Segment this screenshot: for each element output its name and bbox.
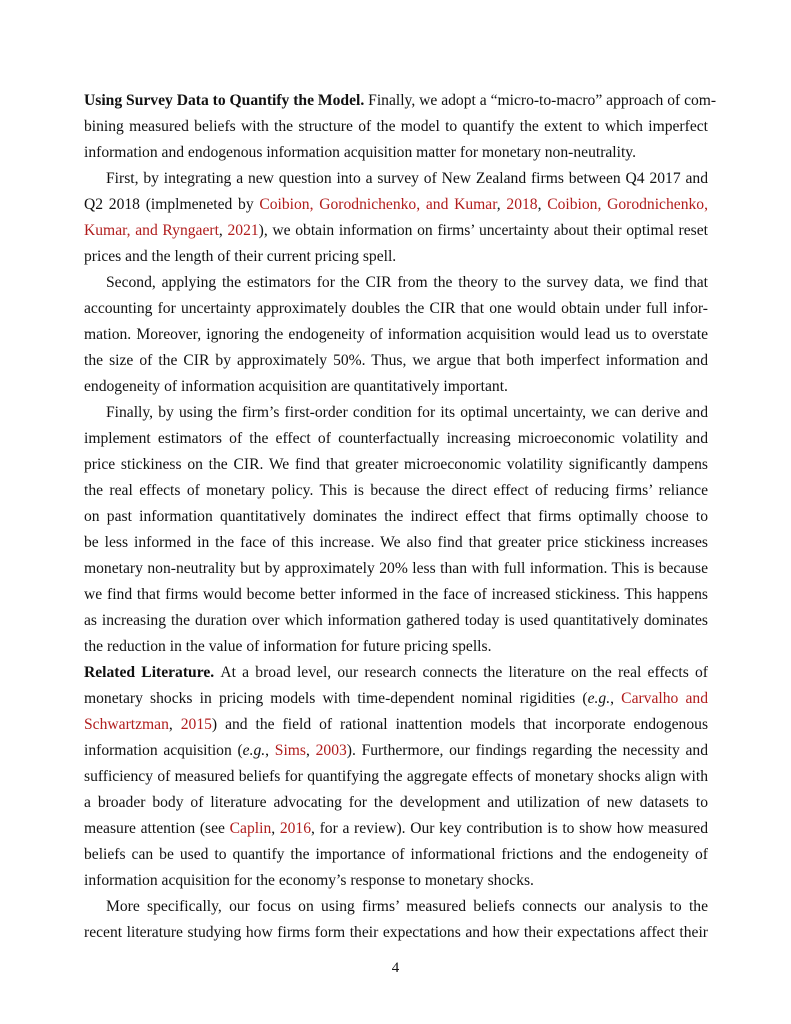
text-run: measure attention (see <box>84 820 230 837</box>
text-line <box>84 764 708 790</box>
text-line <box>84 166 708 192</box>
text-run: the real effects of monetary policy. This is because the direct effect of reducing firms’ reliance <box>84 482 708 499</box>
text-run: as increasing the duration over which information gathered today is used quantitatively dominates <box>84 612 708 629</box>
text-line <box>84 114 708 140</box>
text-run: we find that firms would become better informed in the face of increased stickiness. This happens <box>84 586 708 603</box>
text-run: ), we obtain information on firms’ uncertainty about their optimal reset <box>258 222 708 239</box>
text-line <box>84 140 708 166</box>
text-line <box>84 400 708 426</box>
text-run: , <box>496 196 507 213</box>
text-run: , <box>265 742 275 759</box>
text-line <box>84 88 717 114</box>
text-run: monetary shocks in pricing models with time-dependent nominal rigidities ( <box>84 690 588 707</box>
text-line <box>84 608 708 634</box>
text-line <box>84 426 708 452</box>
text-line <box>84 738 708 764</box>
text-line <box>84 348 708 374</box>
text-run: First, by integrating a new question into a survey of New Zealand firms between Q4 2017 and <box>106 170 708 187</box>
text-line <box>84 452 708 478</box>
text-run: prices and the length of their current pricing spell. <box>84 248 397 265</box>
text-run: ). Furthermore, our findings regarding the necessity and <box>346 742 709 759</box>
text-line <box>84 504 708 530</box>
text-line <box>84 816 708 842</box>
text-line <box>84 920 708 946</box>
text-run: the reduction in the value of information for future pricing spells. <box>84 638 492 655</box>
text-run: At a broad level, our research connects the literature on the real effects of <box>220 664 708 681</box>
text-line <box>84 712 708 738</box>
text-run: , <box>271 820 280 837</box>
page-body <box>84 88 717 946</box>
text-run: beliefs can be used to quantify the importance of informational frictions and the endogeneity of <box>84 846 708 863</box>
paragraph <box>84 400 708 660</box>
text-run: information and endogenous information acquisition matter for monetary non-neutrality. <box>84 144 636 161</box>
text-line <box>84 270 708 296</box>
text-line <box>84 296 708 322</box>
text-line <box>84 192 708 218</box>
citation-link[interactable]: Schwartzman <box>84 716 169 733</box>
text-run: the size of the CIR by approximately 50%. Thus, we argue that both imperfect information and <box>84 352 708 369</box>
text-line <box>84 218 708 244</box>
paragraph <box>84 270 708 400</box>
italic-text: e.g. <box>587 690 611 707</box>
text-line <box>84 530 708 556</box>
citation-link[interactable]: 2016 <box>279 820 312 837</box>
text-run: a broader body of literature advocating for the development and utilization of new datasets to <box>84 794 708 811</box>
page-number: 4 <box>391 960 400 976</box>
text-run: Finally, we adopt a “micro-to-macro” approach of com- <box>368 92 717 109</box>
text-run: recent literature studying how firms form their expectations and how their expectations affect their <box>84 924 708 941</box>
text-run: sufficiency of measured beliefs for quantifying the aggregate effects of monetary shocks align with <box>84 768 708 785</box>
citation-link[interactable]: Sims <box>274 742 306 759</box>
citation-link[interactable]: Caplin <box>229 820 272 837</box>
citation-link[interactable]: 2021 <box>227 222 259 239</box>
text-line <box>84 894 708 920</box>
text-run: implement estimators of the effect of counterfactually increasing microeconomic volatility and <box>84 430 708 447</box>
text-run: information acquisition ( <box>84 742 243 759</box>
run-in-heading: Using Survey Data to Quantify the Model. <box>84 92 369 109</box>
text-run: be less informed in the face of this increase. We also find that greater price stickiness increases <box>84 534 708 551</box>
text-run: Second, applying the estimators for the CIR from the theory to the survey data, we find that <box>106 274 708 291</box>
text-line <box>84 868 708 894</box>
text-line <box>84 686 708 712</box>
text-line <box>84 842 708 868</box>
text-line <box>84 660 708 686</box>
italic-text: e.g. <box>242 742 266 759</box>
text-run: , <box>218 222 228 239</box>
text-run: , for a review). Our key contribution is to show how measured <box>311 820 709 837</box>
citation-link[interactable]: Carvalho and <box>621 690 709 707</box>
text-run: bining measured beliefs with the structure of the model to quantify the extent to which imperfect <box>84 118 708 135</box>
text-run: ) and the field of rational inattention models that incorporate endogenous <box>211 716 709 733</box>
text-line <box>84 556 708 582</box>
text-run: , <box>168 716 181 733</box>
text-line <box>84 322 708 348</box>
text-run: , <box>610 690 622 707</box>
citation-link[interactable]: 2003 <box>315 742 347 759</box>
text-run: accounting for uncertainty approximately doubles the CIR that one would obtain under full infor- <box>84 300 708 317</box>
text-line <box>84 244 708 270</box>
text-run: mation. Moreover, ignoring the endogeneity of information acquisition would lead us to overstate <box>84 326 708 343</box>
text-run: Finally, by using the firm’s first-order condition for its optimal uncertainty, we can derive and <box>106 404 708 421</box>
citation-link[interactable]: 2018 <box>506 196 538 213</box>
text-line <box>84 374 708 400</box>
text-line <box>84 790 708 816</box>
citation-link[interactable]: Coibion, Gorodnichenko, and Kumar <box>259 196 497 213</box>
text-run: price stickiness on the CIR. We find that greater microeconomic volatility significantly dampens <box>84 456 708 473</box>
text-run: , <box>537 196 548 213</box>
paragraph <box>84 166 708 270</box>
text-run: on past information quantitatively dominates the indirect effect that firms optimally choose to <box>84 508 708 525</box>
text-line <box>84 478 708 504</box>
paragraph <box>84 894 708 946</box>
citation-link[interactable]: Kumar, and Ryngaert <box>84 222 219 239</box>
text-line <box>84 634 708 660</box>
text-run: endogeneity of information acquisition are quantitatively important. <box>84 378 508 395</box>
run-in-heading: Related Literature. <box>84 664 221 681</box>
paragraph <box>84 88 717 166</box>
citation-link[interactable]: Coibion, Gorodnichenko, <box>547 196 708 213</box>
text-run: , <box>305 742 316 759</box>
text-run: information acquisition for the economy’s response to monetary shocks. <box>84 872 534 889</box>
text-run: Q2 2018 (implmeneted by <box>84 196 260 213</box>
text-run: More specifically, our focus on using firms’ measured beliefs connects our analysis to the <box>106 898 708 915</box>
text-run: monetary non-neutrality but by approximately 20% less than with full information. This is because <box>84 560 708 577</box>
paragraph <box>84 660 708 894</box>
text-line <box>84 582 708 608</box>
citation-link[interactable]: 2015 <box>180 716 212 733</box>
